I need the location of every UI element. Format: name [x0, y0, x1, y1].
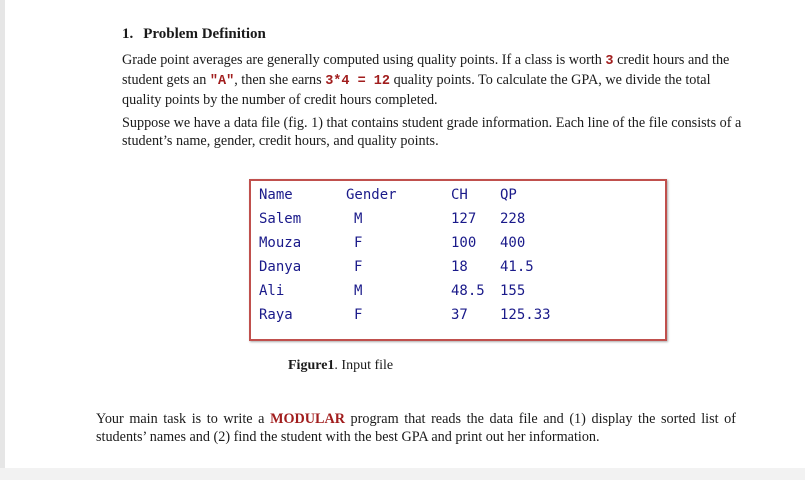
row-qp: 400 — [500, 235, 526, 251]
row-name: Danya — [259, 259, 302, 275]
row-name: Mouza — [259, 235, 302, 251]
credit-hours-value: 3 — [605, 54, 614, 69]
header-qp: QP — [500, 187, 517, 203]
header-gender: Gender — [346, 187, 397, 203]
row-ch: 37 — [451, 307, 468, 323]
row-name: Raya — [259, 307, 293, 323]
section-title: Problem Definition — [143, 26, 266, 42]
row-ch: 48.5 — [451, 283, 485, 299]
quality-points-expression: 3*4 = 12 — [325, 74, 391, 89]
section-heading — [122, 26, 266, 43]
page-left-edge — [0, 0, 5, 468]
header-ch: CH — [451, 187, 468, 203]
row-qp: 228 — [500, 211, 526, 227]
page-bottom-edge — [0, 468, 805, 480]
row-ch: 18 — [451, 259, 468, 275]
row-ch: 100 — [451, 235, 477, 251]
row-gender: F — [354, 307, 363, 323]
row-gender: M — [354, 211, 363, 227]
row-ch: 127 — [451, 211, 477, 227]
section-number: 1. — [122, 26, 134, 42]
task-text-2: program that reads the data file and (1) display the sorted list of students’ names and (2) find the student with the best GPA and print out her information. — [96, 411, 737, 445]
task-text-1: Your main task is to write a — [96, 411, 271, 427]
main-task-paragraph — [96, 410, 736, 446]
figure-caption — [288, 358, 393, 374]
row-qp: 155 — [500, 283, 526, 299]
figure-caption-text: . Input file — [334, 358, 394, 373]
para1-text-1: Grade point averages are generally computed using quality points. If a class is worth — [122, 52, 606, 68]
header-name: Name — [259, 187, 293, 203]
para1-text-3: , then she earns — [234, 72, 326, 88]
paragraph-quality-points — [122, 51, 742, 109]
modular-emphasis: MODULAR — [270, 411, 345, 427]
input-file-box — [249, 179, 667, 341]
row-name: Ali — [259, 283, 285, 299]
row-gender: M — [354, 283, 363, 299]
row-gender: F — [354, 259, 363, 275]
grade-value: "A" — [209, 74, 235, 89]
row-qp: 41.5 — [500, 259, 534, 275]
paragraph-data-file: Suppose we have a data file (fig. 1) that contains student grade information. Each line of the file consists of a student’s name, gender, credit hours, and quality points. — [122, 115, 742, 149]
row-gender: F — [354, 235, 363, 251]
figure-label: Figure1 — [288, 358, 335, 373]
para1-text-4: quality points. To calculate the GPA, we divide the total quality points by the number of credit hours completed. — [122, 72, 711, 108]
row-qp: 125.33 — [500, 307, 551, 323]
para1-text-2: credit hours and the student gets an — [122, 52, 730, 88]
row-name: Salem — [259, 211, 302, 227]
